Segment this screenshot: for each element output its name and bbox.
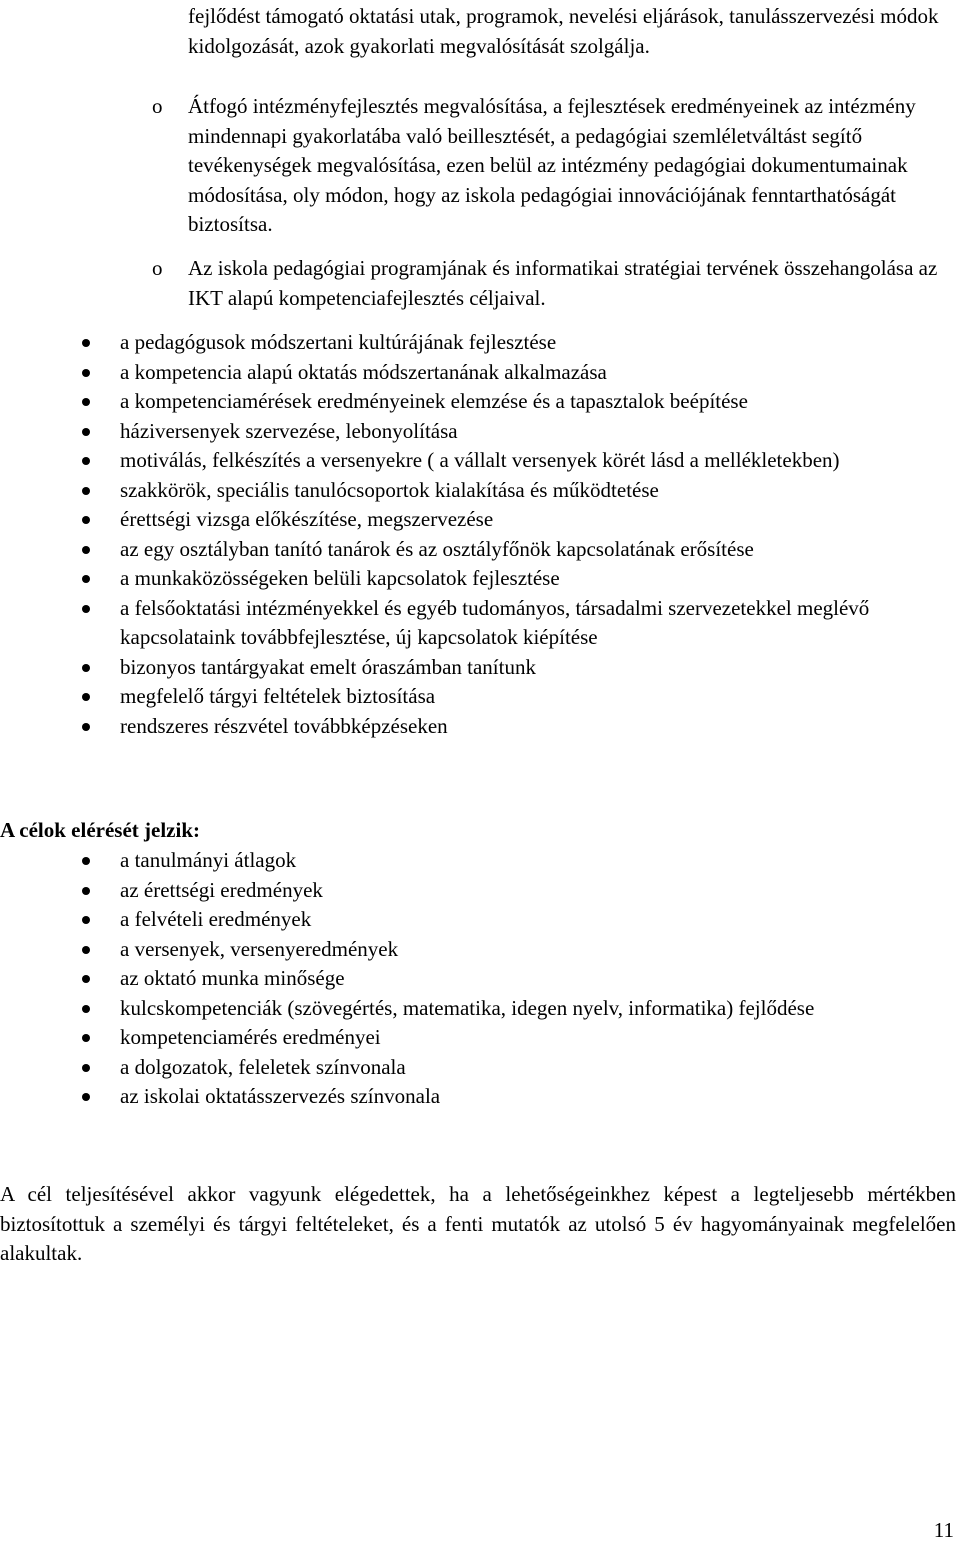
list-item-text: a kompetenciamérések eredményeinek elemzése és a tapasztalok beépítése — [120, 389, 748, 413]
bullet-dot-icon — [82, 546, 90, 554]
list-item-text: a pedagógusok módszertani kultúrájának fejlesztése — [120, 330, 557, 354]
list-item — [0, 358, 956, 388]
sub-list-item — [0, 254, 960, 313]
continuation-text: fejlődést támogató oktatási utak, programok, nevelési eljárások, tanulásszervezési módok kidolgozását, azok gyakorlati megvalósítását szolgálja. — [188, 4, 939, 58]
list-item-text: a kompetencia alapú oktatás módszertanának alkalmazása — [120, 359, 607, 384]
list-item — [0, 935, 956, 965]
list-item-text: az érettségi eredmények — [120, 877, 323, 902]
list-item-text: a felvételi eredmények — [120, 907, 312, 931]
indicators-bullet-list — [0, 846, 960, 1112]
bullet-dot-icon — [82, 487, 90, 495]
page-number: 11 — [933, 1518, 954, 1542]
list-item — [0, 682, 956, 712]
circle-bullet-marker: o — [152, 256, 163, 280]
bullet-dot-icon — [82, 857, 90, 865]
sub-list-item-text: Átfogó intézményfejlesztés megvalósítása, a fejlesztések eredményeinek az intézmény mindennapi gyakorlatába való beillesztését, a pedagógiai szemléletváltást segítő tevékenységek megvalósítása, ezen belül az intézmény pedagógiai dokumentumainak módosítása, oly módon, hogy az iskola pedagógiai innovációjának fenntarthatóságát biztosítsa. — [188, 94, 916, 236]
bullet-dot-icon — [82, 887, 90, 895]
circle-bullet-marker: o — [152, 94, 163, 118]
bullet-dot-icon — [82, 575, 90, 583]
sub-list-item — [0, 92, 960, 240]
list-item — [0, 994, 956, 1024]
list-item-text: bizonyos tantárgyakat emelt óraszámban tanítunk — [120, 654, 536, 679]
list-item-text: háziversenyek szervezése, lebonyolítása — [120, 418, 458, 443]
list-item — [0, 476, 956, 506]
list-item — [0, 387, 956, 417]
list-item — [0, 712, 956, 742]
list-item — [0, 417, 956, 447]
list-item — [0, 1023, 956, 1053]
bullet-dot-icon — [82, 723, 90, 731]
list-item — [0, 846, 956, 876]
list-item — [0, 564, 956, 594]
list-item — [0, 1053, 956, 1083]
list-item — [0, 594, 956, 653]
bullet-dot-icon — [82, 1034, 90, 1042]
bullet-dot-icon — [82, 1064, 90, 1072]
bullet-dot-icon — [82, 339, 90, 347]
list-item — [0, 1082, 956, 1112]
sub-list-item-text: Az iskola pedagógiai programjának és informatikai stratégiai tervének összehangolása az IKT alapú kompetenciafejlesztés céljaival. — [188, 256, 938, 310]
list-item-text: az iskolai oktatásszervezés színvonala — [120, 1084, 441, 1108]
list-item-text: megfelelő tárgyi feltételek biztosítása — [120, 684, 436, 708]
bullet-dot-icon — [82, 693, 90, 701]
measures-bullet-list — [0, 328, 960, 741]
list-item — [0, 328, 956, 358]
list-item — [0, 505, 956, 535]
list-item-text: érettségi vizsga előkészítése, megszervezése — [120, 507, 494, 531]
bullet-dot-icon — [82, 946, 90, 954]
list-item-text: a felsőoktatási intézményekkel és egyéb tudományos, társadalmi szervezetekkel meglévő kapcsolataink továbbfejlesztése, új kapcsolatok kiépítése — [120, 595, 870, 649]
section-heading: A célok elérését jelzik: — [0, 818, 200, 842]
list-item — [0, 446, 956, 476]
list-item-text: a versenyek, versenyeredmények — [120, 936, 399, 961]
list-item-text: szakkörök, speciális tanulócsoportok kialakítása és működtetése — [120, 477, 659, 502]
bullet-dot-icon — [82, 664, 90, 672]
list-item-text: a tanulmányi átlagok — [120, 848, 297, 872]
list-item-text: kulcskompetenciák (szövegértés, matematika, idegen nyelv, informatika) fejlődése — [120, 995, 815, 1020]
list-item-text: rendszeres részvétel továbbképzéseken — [120, 713, 448, 738]
bullet-dot-icon — [82, 916, 90, 924]
bullet-dot-icon — [82, 516, 90, 524]
list-item-text: az oktató munka minősége — [120, 966, 345, 990]
list-item-text: kompetenciamérés eredményei — [120, 1025, 381, 1049]
bullet-dot-icon — [82, 975, 90, 983]
bullet-dot-icon — [82, 398, 90, 406]
bullet-dot-icon — [82, 1093, 90, 1101]
bullet-dot-icon — [82, 428, 90, 436]
list-item-text: a dolgozatok, feleletek színvonala — [120, 1054, 406, 1079]
list-item — [0, 964, 956, 994]
closing-paragraph: A cél teljesítésével akkor vagyunk elégedettek, ha a lehetőségeinkhez képest a legteljesebb mértékben biztosítottuk a személyi és tárgyi feltételeket, és a fenti mutatók az utolsó 5 év hagyományainak megfelelően alakultak. — [0, 1182, 956, 1265]
bullet-dot-icon — [82, 1005, 90, 1013]
bullet-dot-icon — [82, 457, 90, 465]
bullet-dot-icon — [82, 605, 90, 613]
list-item-text: az egy osztályban tanító tanárok és az osztályfőnök kapcsolatának erősítése — [120, 536, 754, 561]
bullet-dot-icon — [82, 369, 90, 377]
list-item — [0, 653, 956, 683]
list-item — [0, 876, 956, 906]
list-item-text: motiválás, felkészítés a versenyekre ( a vállalt versenyek körét lásd a mellékletekben) — [120, 448, 840, 472]
list-item — [0, 905, 956, 935]
list-item-text: a munkaközösségeken belüli kapcsolatok fejlesztése — [120, 566, 560, 590]
list-item — [0, 535, 956, 565]
